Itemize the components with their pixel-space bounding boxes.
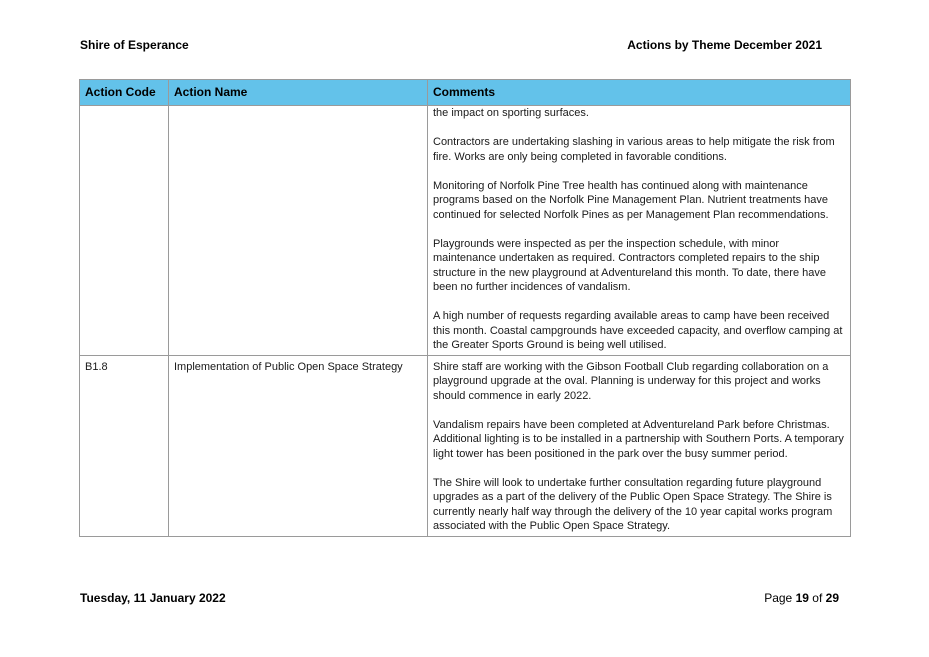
- comment-paragraph: Contractors are undertaking slashing in various areas to help mitigate the risk from fire. Works are only being completed in favorable conditions.: [433, 136, 835, 163]
- page-current: 19: [795, 591, 809, 605]
- report-title: Actions by Theme December 2021: [627, 38, 822, 52]
- table-row: [80, 106, 851, 356]
- comment-paragraph: Shire staff are working with the Gibson Football Club regarding collaboration on a playground upgrade at the oval. Planning is underway for this project and works should commence in early 2022.: [433, 360, 829, 402]
- action-name-cell: [169, 106, 428, 356]
- action-code-cell: [80, 106, 169, 356]
- page-number: [764, 591, 839, 605]
- comment-paragraph: The Shire will look to undertake further consultation regarding future playground upgrades as a part of the delivery of the Public Open Space Strategy. The Shire is currently nearly half way through the delivery of the 10 year capital works program associated with the Public Open Space Strategy.: [433, 476, 833, 532]
- action-code-cell: B1.8: [80, 355, 169, 536]
- comments-cell: [428, 106, 851, 356]
- column-header-comments: Comments: [428, 80, 851, 106]
- column-header-action-code: Action Code: [80, 80, 169, 106]
- organisation-name: Shire of Esperance: [80, 38, 189, 52]
- page-total: 29: [825, 591, 839, 605]
- comment-paragraph: A high number of requests regarding available areas to camp have been received this month. Coastal campgrounds have exceeded capacity, and overflow camping at the Greater Sports Ground is being well utilised.: [433, 310, 843, 351]
- comment-paragraph: Vandalism repairs have been completed at Adventureland Park before Christmas. Additional lighting is to be installed in a partnership with Southern Ports. A temporary light tower has been positioned in the park over the busy summer period.: [433, 418, 844, 460]
- comments-cell: [428, 355, 851, 536]
- table-row: [80, 355, 851, 536]
- table-header-row: [80, 80, 851, 106]
- comment-paragraph: Monitoring of Norfolk Pine Tree health has continued along with maintenance programs based on the Norfolk Pine Management Plan. Nutrient treatments have continued for selected Norfolk Pines as per Management Plan recommendations.: [433, 179, 829, 221]
- comment-paragraph: the impact on sporting surfaces.: [433, 107, 589, 119]
- comment-paragraph: Playgrounds were inspected as per the inspection schedule, with minor maintenance undertaken as required. Contractors completed repairs to the ship structure in the new playground at Adventureland this month. To date, there have been no further incidences of vandalism.: [433, 237, 826, 293]
- actions-table: [79, 79, 851, 537]
- column-header-action-name: Action Name: [169, 80, 428, 106]
- action-name-cell: Implementation of Public Open Space Strategy: [169, 355, 428, 536]
- page-of: of: [812, 591, 823, 605]
- report-date: Tuesday, 11 January 2022: [80, 591, 226, 605]
- page-prefix: Page: [764, 591, 793, 605]
